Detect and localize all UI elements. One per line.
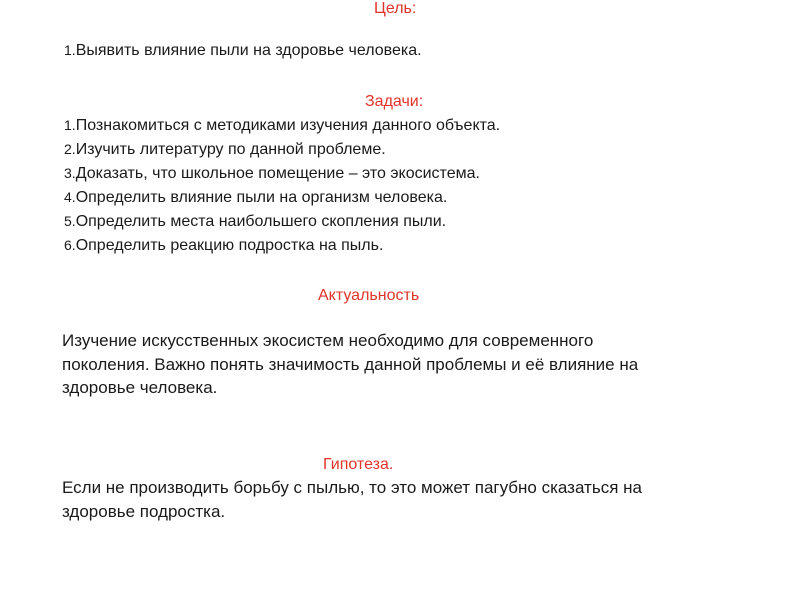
relevance-paragraph <box>62 329 752 400</box>
task-item-text: Определить влияние пыли на организм человека. <box>75 189 448 206</box>
goal-heading: Цель: <box>374 0 417 17</box>
task-item-text: Доказать, что школьное помещение – это экосистема. <box>75 165 480 182</box>
task-item-text: Познакомиться с методиками изучения данного объекта. <box>75 117 501 134</box>
tasks-heading: Задачи: <box>365 93 424 110</box>
task-item-2 <box>64 139 386 160</box>
task-item-text: Изучить литературу по данной проблеме. <box>75 141 386 158</box>
task-item-5 <box>64 211 446 232</box>
task-item-number: 6. <box>64 237 76 253</box>
hypothesis-heading: Гипотеза. <box>323 456 394 473</box>
task-item-number: 2. <box>64 141 76 157</box>
relevance-line-2: поколения. Важно понять значимость данной проблемы и её влияние на <box>62 354 639 374</box>
task-item-4 <box>64 187 447 208</box>
goal-item-number: 1. <box>64 42 76 58</box>
task-item-number: 3. <box>64 165 76 181</box>
task-item-3 <box>64 163 480 184</box>
task-item-number: 1. <box>64 117 76 133</box>
hypothesis-line-1: Если не производить борьбу с пылью, то это может пагубно сказаться на <box>62 478 642 497</box>
goal-item-1 <box>64 40 422 61</box>
task-item-number: 4. <box>64 189 76 205</box>
task-item-text: Определить реакцию подростка на пыль. <box>75 237 384 254</box>
relevance-line-3: здоровье человека. <box>62 378 218 397</box>
relevance-line-1: Изучение искусственных экосистем необходимо для современного <box>62 331 594 350</box>
task-item-text: Определить места наибольшего скопления пыли. <box>75 213 447 230</box>
relevance-heading: Актуальность <box>318 287 420 304</box>
task-item-1 <box>64 115 500 136</box>
task-item-6 <box>64 235 383 256</box>
hypothesis-paragraph <box>62 476 752 523</box>
hypothesis-line-2: здоровье подростка. <box>62 501 226 521</box>
task-item-number: 5. <box>64 213 76 229</box>
goal-item-text: Выявить влияние пыли на здоровье человека. <box>75 42 422 59</box>
